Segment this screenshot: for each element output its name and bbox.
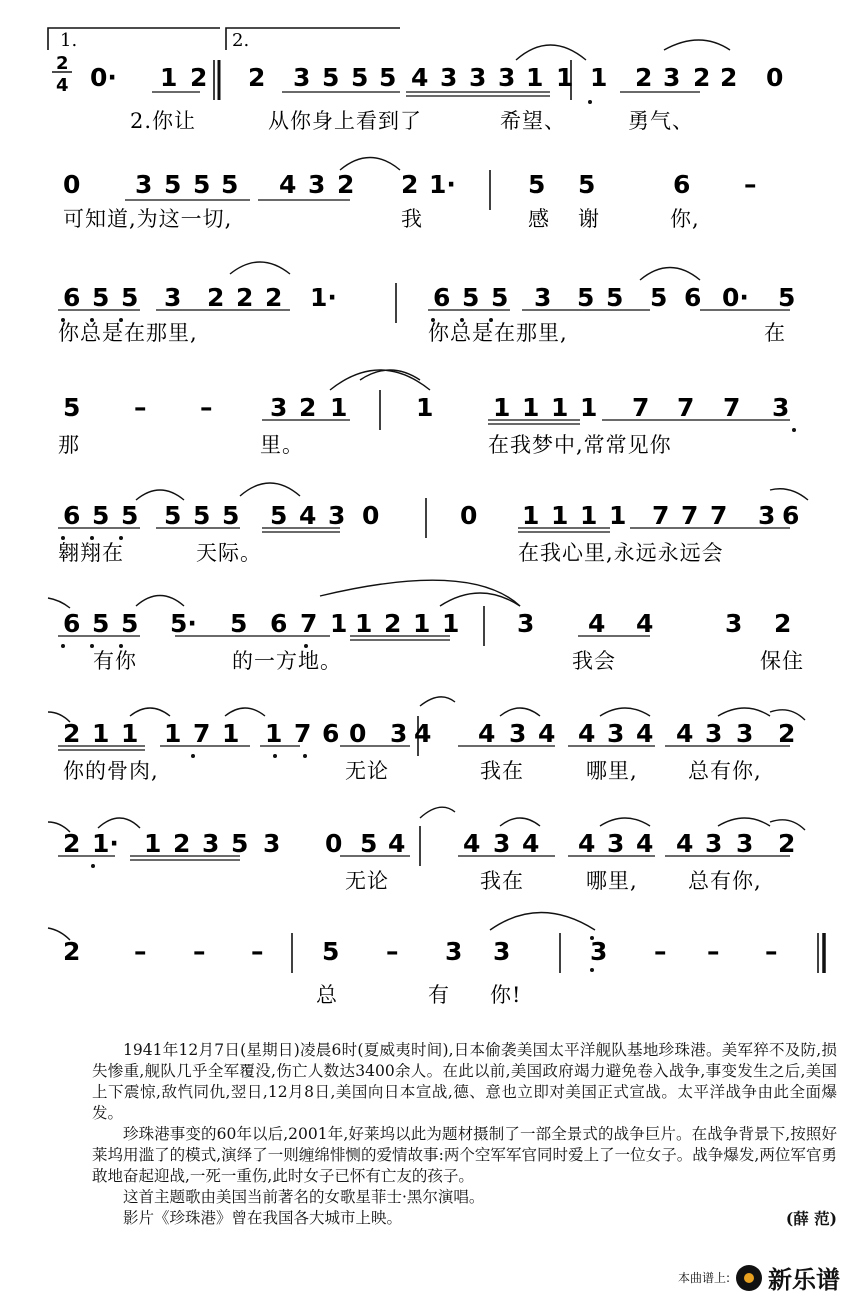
score-note: – xyxy=(765,937,778,966)
score-note: 5 xyxy=(92,283,110,312)
score-note: 3 xyxy=(590,937,608,966)
score-note: 4 xyxy=(299,501,317,530)
score-note: 2 xyxy=(207,283,225,312)
score-lyric: 我在 xyxy=(480,869,524,893)
score-lyric: 哪里, xyxy=(586,759,638,783)
score-note: – xyxy=(193,937,206,966)
score-lyric: 我在 xyxy=(480,759,524,783)
score-note: 0 xyxy=(362,501,380,530)
score-note: 5 xyxy=(528,170,546,199)
volta-1-label: 1. xyxy=(60,30,78,51)
score-note: 2 xyxy=(635,63,653,92)
score-note: 4 xyxy=(578,719,596,748)
score-note: – xyxy=(386,937,399,966)
score-note: 5 xyxy=(360,829,378,858)
score-note: 0 xyxy=(460,501,478,530)
score-note: 1 xyxy=(522,393,540,422)
score-note: 1 xyxy=(442,609,460,638)
score-note: 2 xyxy=(401,170,419,199)
score-note: 6 xyxy=(63,609,81,638)
score-note: 0 xyxy=(349,719,367,748)
score-note: 4 xyxy=(414,719,432,748)
score-note: 3 xyxy=(328,501,346,530)
score-lyric: 在我梦中,常常见你 xyxy=(488,433,672,457)
time-signature-top: 2 xyxy=(56,53,69,74)
score-note: 3 xyxy=(607,829,625,858)
score-note: 5 xyxy=(491,283,509,312)
score-note: 6 xyxy=(270,609,288,638)
score-note: 4 xyxy=(676,829,694,858)
score-note: 3 xyxy=(705,719,723,748)
score-note: 3 xyxy=(498,63,516,92)
score-lyric: 有 xyxy=(428,983,450,1007)
score-lyric: 无论 xyxy=(345,759,389,783)
score-note: 1 xyxy=(522,501,540,530)
score-note: 2 xyxy=(248,63,266,92)
score-note: 0 xyxy=(325,829,343,858)
score-note: 1 xyxy=(222,719,240,748)
score-note: 5 xyxy=(650,283,668,312)
score-note: 1 xyxy=(551,393,569,422)
score-note: – xyxy=(654,937,667,966)
score-note: 7 xyxy=(300,609,318,638)
score-note: 3 xyxy=(509,719,527,748)
score-lyric: 哪里, xyxy=(586,869,638,893)
score-note: 1 xyxy=(416,393,434,422)
score-note: 4 xyxy=(279,170,297,199)
score-note: 5 xyxy=(606,283,624,312)
score-note: 6 xyxy=(673,170,691,199)
score-note: 6 xyxy=(63,283,81,312)
score-note: 5 xyxy=(121,283,139,312)
score-note: 3 xyxy=(493,829,511,858)
score-note: 1 xyxy=(355,609,373,638)
score-note: 4 xyxy=(636,719,654,748)
score-note: 2 xyxy=(63,719,81,748)
watermark-prefix: 本曲谱上: xyxy=(677,1271,730,1285)
score-note: 1 xyxy=(265,719,283,748)
score-note: 3 xyxy=(663,63,681,92)
score-note: 7 xyxy=(652,501,670,530)
score-note: 5 xyxy=(578,170,596,199)
score-note: 4 xyxy=(411,63,429,92)
score-lyric: 里。 xyxy=(260,433,304,457)
score-note: 2 xyxy=(63,937,81,966)
score-lyric: 在我心里,永远永远会 xyxy=(518,541,724,565)
score-lyric: 你总是在那里, xyxy=(58,321,198,345)
score-note: 5 xyxy=(230,609,248,638)
score-note: 1 xyxy=(551,501,569,530)
score-note: – xyxy=(251,937,264,966)
score-note: 2 xyxy=(236,283,254,312)
time-signature-bottom: 4 xyxy=(56,75,69,96)
score-note: 4 xyxy=(578,829,596,858)
score-note: 5 xyxy=(92,609,110,638)
score-lyric: 在 xyxy=(764,321,786,345)
watermark-brand: 新乐谱 xyxy=(768,1266,840,1294)
score-lyric: 保住 xyxy=(760,649,804,673)
score-note: 5 xyxy=(121,609,139,638)
score-note: 5 xyxy=(270,501,288,530)
notes-paragraph: 珍珠港事变的60年以后,2001年,好莱坞以此为题材摄制了一部全景式的战争巨片。在战争背景下,按照好莱坞用滥了的模式,演绎了一则缠绵悱恻的爱情故事:两个空军军官同时爱上了一位女子。战争爆发,两位军官勇敢地奋起迎战,一死一重伤,此时女子已怀有亡友的孩子。 xyxy=(92,1125,837,1185)
site-watermark xyxy=(678,1260,840,1295)
score-note: 3 xyxy=(202,829,220,858)
score-note: 2 xyxy=(265,283,283,312)
score-lyric: 我 xyxy=(401,207,423,231)
score-note: 5 xyxy=(322,63,340,92)
score-note: 5 xyxy=(193,170,211,199)
score-note: 4 xyxy=(676,719,694,748)
score-note: 3 xyxy=(164,283,182,312)
score-note: 2 xyxy=(63,829,81,858)
score-lyric: 2.你让 xyxy=(130,109,197,133)
score-note: 4 xyxy=(538,719,556,748)
score-note: – xyxy=(744,170,757,199)
score-note: 7 xyxy=(294,719,312,748)
score-notes xyxy=(63,63,799,966)
score-note: 5 xyxy=(164,170,182,199)
score-lyric: 无论 xyxy=(345,869,389,893)
score-note: 5 xyxy=(322,937,340,966)
score-note: 3 xyxy=(705,829,723,858)
score-note: 2 xyxy=(778,719,796,748)
score-lyric: 你! xyxy=(490,983,522,1007)
score-note: 5 xyxy=(193,501,211,530)
score-note: 1 xyxy=(92,719,110,748)
score-lyric: 总有你, xyxy=(688,869,762,893)
score-note: 4 xyxy=(636,829,654,858)
score-note: 7 xyxy=(710,501,728,530)
score-note: 2 xyxy=(299,393,317,422)
score-note: 1 xyxy=(330,393,348,422)
score-note: 4 xyxy=(636,609,654,638)
score-note: 3 xyxy=(469,63,487,92)
score-note: 0· xyxy=(722,283,749,312)
score-note: 3 xyxy=(445,937,463,966)
score-note: 3 xyxy=(725,609,743,638)
score-note: 1 xyxy=(580,393,598,422)
score-note: 2 xyxy=(173,829,191,858)
score-note: 2 xyxy=(693,63,711,92)
score-note: 3 xyxy=(772,393,790,422)
score-note: – xyxy=(200,393,213,422)
score-note: 1 xyxy=(590,63,608,92)
score-note: 1 xyxy=(609,501,627,530)
volta-2-label: 2. xyxy=(232,30,250,51)
score-lyric: 可知道,为这一切, xyxy=(63,207,233,231)
score-note: 6 xyxy=(684,283,702,312)
score-note: 3 xyxy=(736,719,754,748)
score-note: 1 xyxy=(164,719,182,748)
score-note: 5 xyxy=(164,501,182,530)
score-note: 3 xyxy=(390,719,408,748)
score-lyric: 你总是在那里, xyxy=(428,321,568,345)
score-note: 1 xyxy=(526,63,544,92)
notes-paragraph: 影片《珍珠港》曾在我国各大城市上映。 xyxy=(123,1209,403,1227)
score-note: 1 xyxy=(413,609,431,638)
score-note: 1 xyxy=(580,501,598,530)
score-note: 5 xyxy=(778,283,796,312)
score-note: 1 xyxy=(556,63,574,92)
score-note: 0 xyxy=(63,170,81,199)
score-note: 4 xyxy=(522,829,540,858)
score-note: – xyxy=(707,937,720,966)
score-note: 3 xyxy=(293,63,311,92)
score-lyric: 我会 xyxy=(572,649,616,673)
score-note: 3 xyxy=(758,501,776,530)
score-note: 3 xyxy=(308,170,326,199)
score-note: 1· xyxy=(92,829,119,858)
score-lyric: 勇气、 xyxy=(628,109,694,133)
notes-paragraph: 这首主题歌由美国当前著名的女歌星菲士·黑尔演唱。 xyxy=(123,1188,485,1206)
score-note: 3 xyxy=(135,170,153,199)
score-lyric: 希望、 xyxy=(500,109,566,133)
score-note: 6 xyxy=(782,501,800,530)
score-note: 5 xyxy=(231,829,249,858)
score-note: 7 xyxy=(632,393,650,422)
score-note: 5 xyxy=(379,63,397,92)
score-lyrics xyxy=(58,109,804,1007)
score-note: 1 xyxy=(121,719,139,748)
score-note: 5 xyxy=(462,283,480,312)
notes-paragraph: 1941年12月7日(星期日)凌晨6时(夏威夷时间),日本偷袭美国太平洋舰队基地珍珠港。美军猝不及防,损失惨重,舰队几乎全军覆没,伤亡人数达3400余人。在此以前,美国政府竭力避免卷入战争,事变发生之后,美国上下震惊,敌忾同仇,翌日,12月8日,美国向日本宣战,德、意也立即对美国正式宣战。太平洋战争由此全面爆发。 xyxy=(92,1041,837,1122)
score-lyric: 的一方地。 xyxy=(232,649,342,673)
score-note: 1· xyxy=(310,283,337,312)
score-note: – xyxy=(134,937,147,966)
score-note: 0· xyxy=(90,63,117,92)
score-note: 2 xyxy=(337,170,355,199)
score-note: 1 xyxy=(144,829,162,858)
score-note: 3 xyxy=(440,63,458,92)
score-note: 5 xyxy=(577,283,595,312)
score-lyric: 谢 xyxy=(578,207,600,231)
score-note: 7 xyxy=(193,719,211,748)
score-note: 2 xyxy=(720,63,738,92)
score-note: 1· xyxy=(429,170,456,199)
score-lyric: 你的骨肉, xyxy=(63,759,159,783)
record-logo-icon xyxy=(736,1265,762,1291)
score-note: 1 xyxy=(493,393,511,422)
score-note: 1 xyxy=(330,609,348,638)
score-note: 5 xyxy=(92,501,110,530)
score-lyric: 总有你, xyxy=(688,759,762,783)
score-note: 2 xyxy=(384,609,402,638)
score-note: 3 xyxy=(493,937,511,966)
score-note: 7 xyxy=(677,393,695,422)
score-lyric: 感 xyxy=(528,207,550,231)
score-note: 4 xyxy=(388,829,406,858)
score-note: 6 xyxy=(322,719,340,748)
score-note: 6 xyxy=(433,283,451,312)
score-note: 3 xyxy=(517,609,535,638)
score-note: 5 xyxy=(121,501,139,530)
score-note: 2 xyxy=(778,829,796,858)
score-note: 5 xyxy=(63,393,81,422)
score-lyric: 那 xyxy=(58,433,80,457)
score-lyric: 有你 xyxy=(93,649,137,673)
score-note: 6 xyxy=(63,501,81,530)
score-note: 1 xyxy=(160,63,178,92)
score-lyric: 翱翔在 xyxy=(58,541,124,565)
score-note: 5 xyxy=(221,170,239,199)
score-note: 7 xyxy=(681,501,699,530)
score-note: 3 xyxy=(263,829,281,858)
score-note: 5 xyxy=(351,63,369,92)
program-notes xyxy=(92,1040,837,1229)
score-note: – xyxy=(134,393,147,422)
score-note: 4 xyxy=(588,609,606,638)
score-lyric: 你, xyxy=(670,207,700,231)
score-note: 4 xyxy=(478,719,496,748)
score-note: 3 xyxy=(736,829,754,858)
score-lyric: 天际。 xyxy=(196,541,262,565)
score-lyric: 总 xyxy=(316,983,338,1007)
translator-credit: (薛 范) xyxy=(785,1209,837,1228)
score-note: 7 xyxy=(723,393,741,422)
score-note: 5· xyxy=(170,609,197,638)
score-note: 2 xyxy=(774,609,792,638)
score-note: 2 xyxy=(190,63,208,92)
score-note: 0 xyxy=(766,63,784,92)
score-note: 3 xyxy=(534,283,552,312)
score-lyric: 从你身上看到了 xyxy=(268,109,422,133)
score-note: 4 xyxy=(463,829,481,858)
score-note: 3 xyxy=(270,393,288,422)
score-note: 3 xyxy=(607,719,625,748)
score-note: 5 xyxy=(222,501,240,530)
